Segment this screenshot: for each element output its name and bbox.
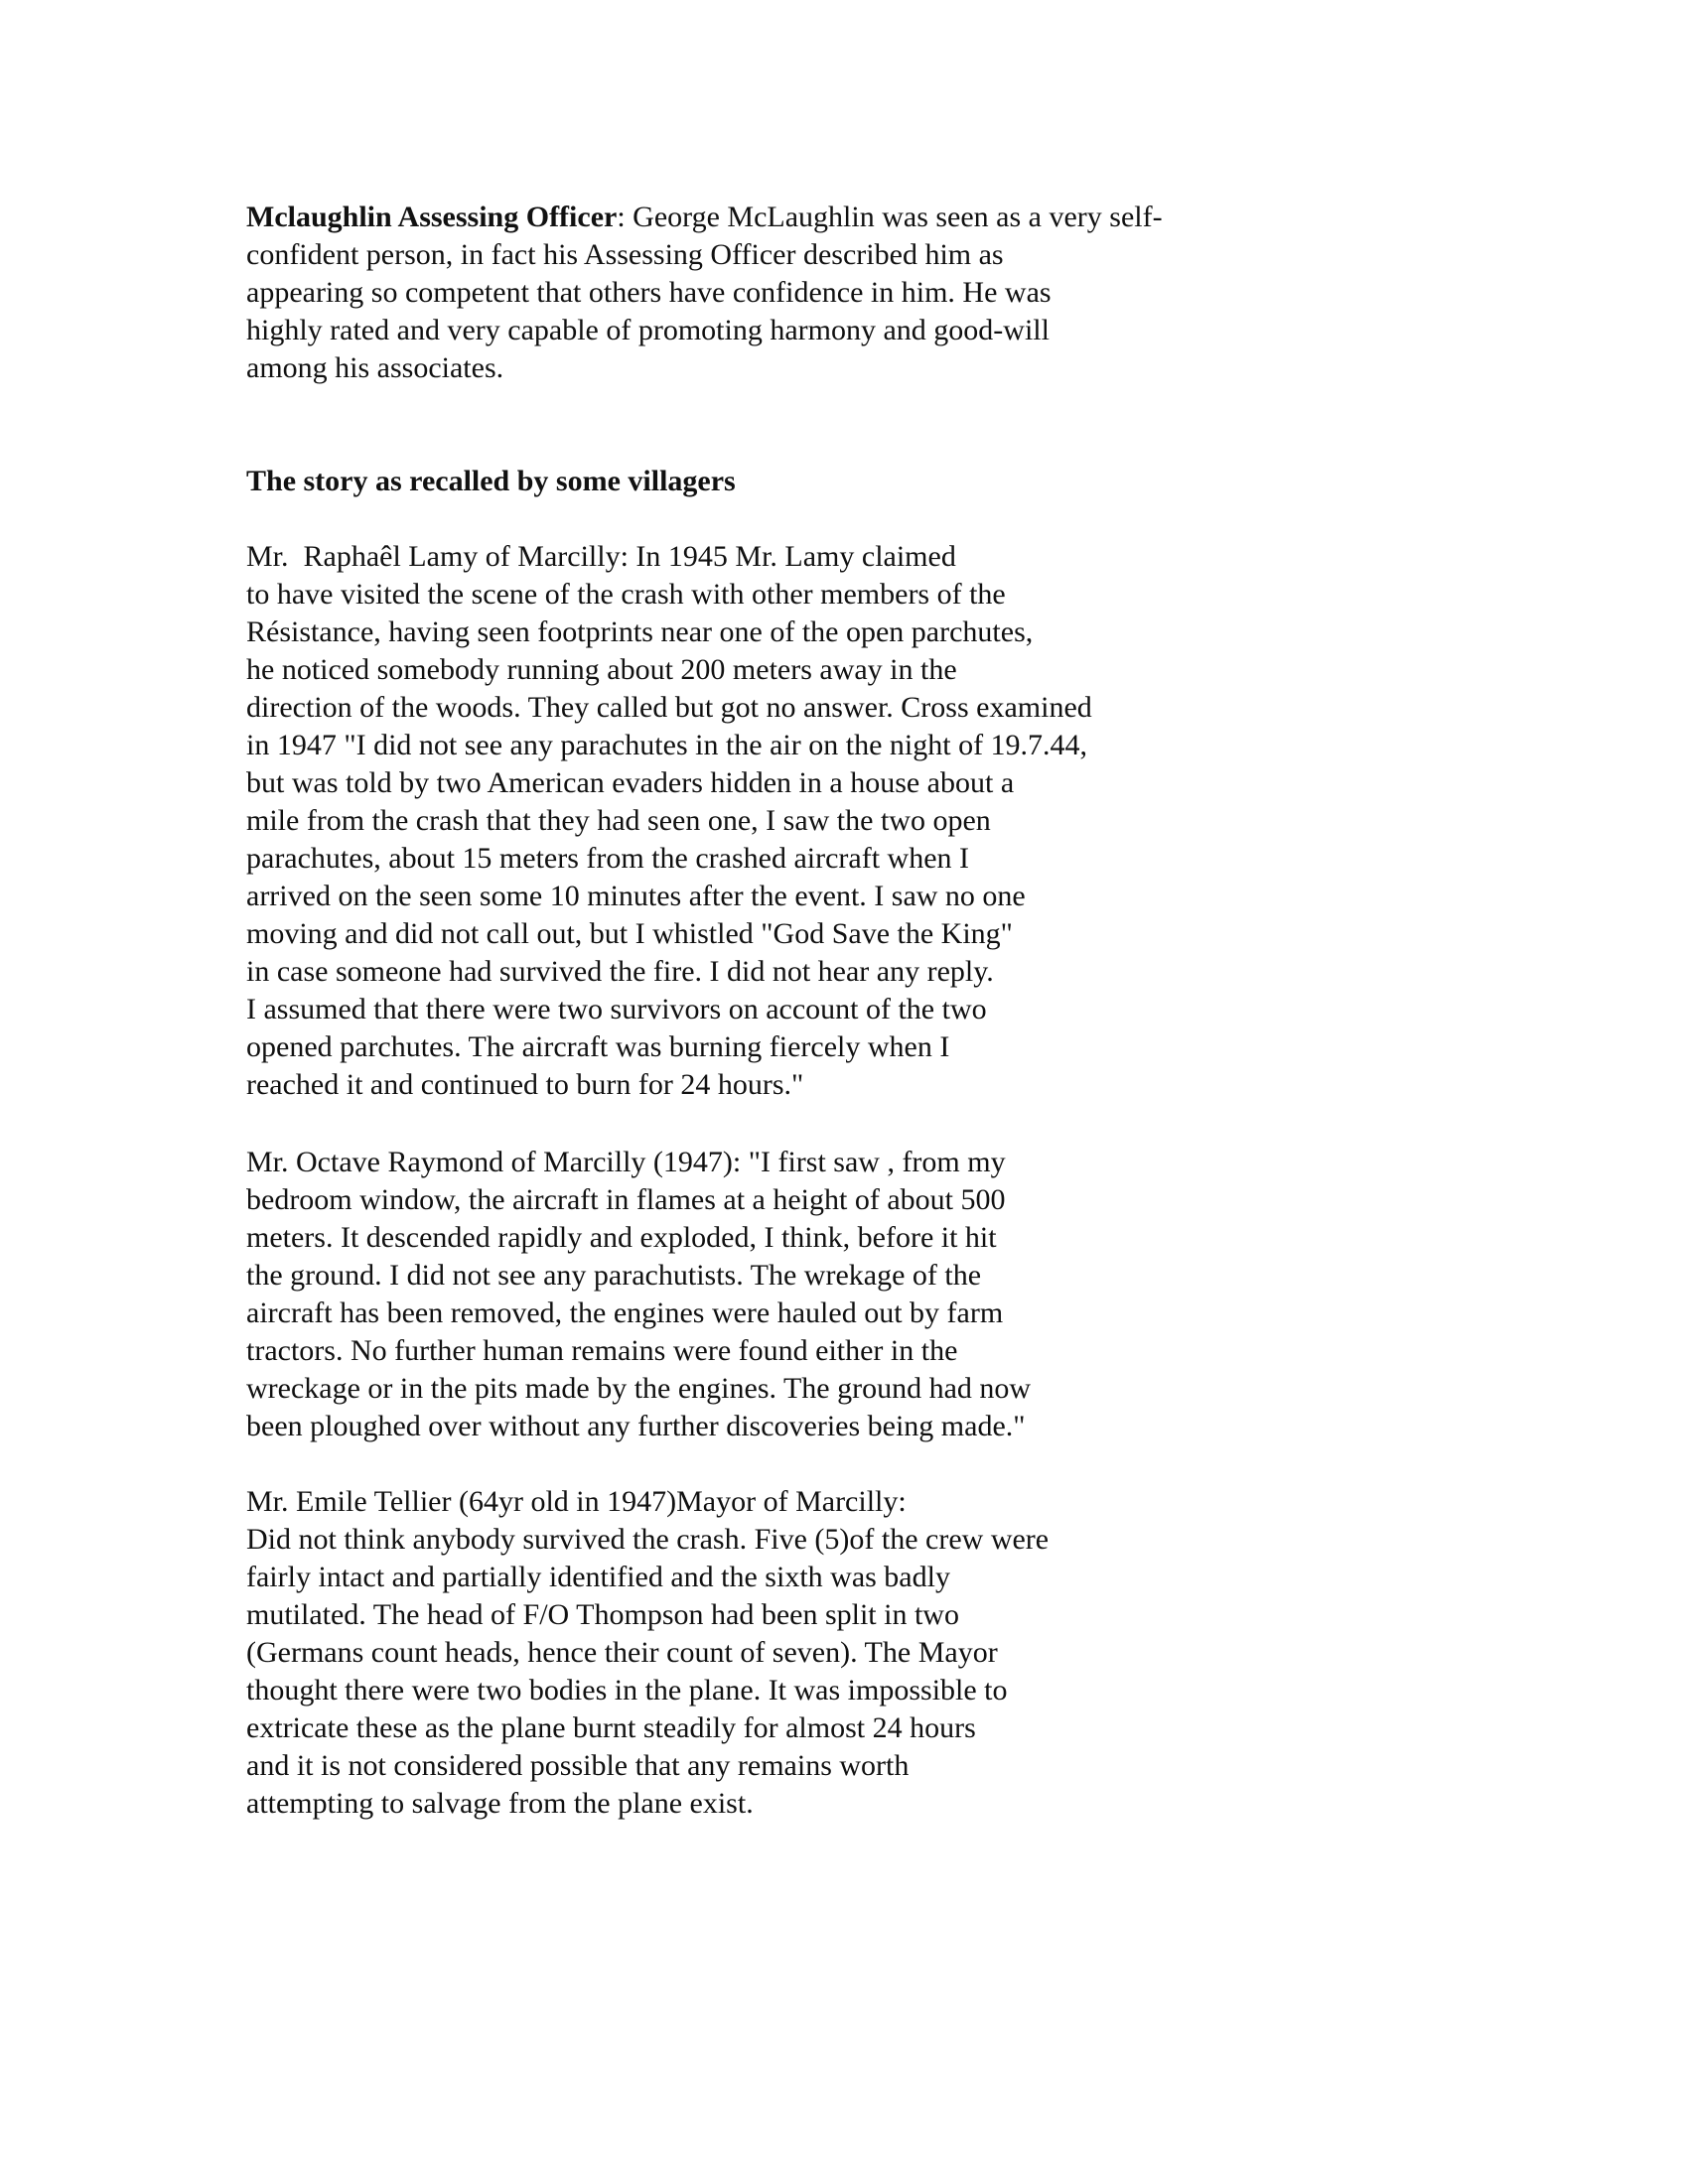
paragraph-line xyxy=(246,199,1418,236)
paragraph-line: mutilated. The head of F/O Thompson had been split in two xyxy=(246,1598,959,1631)
paragraph-line: thought there were two bodies in the plane. It was impossible to xyxy=(246,1674,1008,1706)
paragraph-line: he noticed somebody running about 200 meters away in the xyxy=(246,653,957,686)
paragraph-line: Did not think anybody survived the crash. Five (5)of the crew were xyxy=(246,1523,1050,1556)
paragraph-line: fairly intact and partially identified and the sixth was badly xyxy=(246,1561,950,1593)
paragraph-line: Mr. Raphaêl Lamy of Marcilly: In 1945 Mr. Lamy claimed xyxy=(246,540,956,573)
paragraph-line: to have visited the scene of the crash with other members of the xyxy=(246,578,1006,611)
story-heading: The story as recalled by some villagers xyxy=(246,465,736,497)
paragraph-line: direction of the woods. They called but got no answer. Cross examined xyxy=(246,691,1092,724)
paragraph-line: among his associates. xyxy=(246,351,504,384)
paragraph-line: moving and did not call out, but I whistled "God Save the King" xyxy=(246,917,1013,950)
assessing-officer-label: Mclaughlin Assessing Officer xyxy=(246,201,618,233)
paragraph-line: confident person, in fact his Assessing Officer described him as xyxy=(246,238,1004,271)
tellier-account-paragraph xyxy=(246,1483,1418,1823)
paragraph-line: I assumed that there were two survivors on account of the two xyxy=(246,993,987,1025)
paragraph-line: highly rated and very capable of promoting harmony and good-will xyxy=(246,314,1050,346)
assessing-officer-paragraph xyxy=(246,199,1418,387)
assessing-first-line-text: : George McLaughlin was seen as a very self- xyxy=(617,201,1163,233)
paragraph-line: wreckage or in the pits made by the engines. The ground had now xyxy=(246,1372,1032,1405)
paragraph-line: in 1947 "I did not see any parachutes in the air on the night of 19.7.44, xyxy=(246,729,1088,761)
paragraph-line: attempting to salvage from the plane exist. xyxy=(246,1787,754,1820)
paragraph-line: meters. It descended rapidly and exploded, I think, before it hit xyxy=(246,1221,997,1254)
paragraph-line: aircraft has been removed, the engines were hauled out by farm xyxy=(246,1297,1004,1329)
paragraph-line: arrived on the seen some 10 minutes after the event. I saw no one xyxy=(246,880,1026,912)
paragraph-line: but was told by two American evaders hidden in a house about a xyxy=(246,766,1015,799)
paragraph-line: tractors. No further human remains were found either in the xyxy=(246,1334,958,1367)
paragraph-line: reached it and continued to burn for 24 hours." xyxy=(246,1068,804,1101)
paragraph-line: Mr. Octave Raymond of Marcilly (1947): "I first saw , from my xyxy=(246,1146,1006,1178)
paragraph-line: been ploughed over without any further discoveries being made." xyxy=(246,1410,1026,1442)
paragraph-line: in case someone had survived the fire. I did not hear any reply. xyxy=(246,955,994,988)
paragraph-line: the ground. I did not see any parachutists. The wrekage of the xyxy=(246,1259,982,1292)
paragraph-line: Mr. Emile Tellier (64yr old in 1947)Mayor of Marcilly: xyxy=(246,1485,907,1518)
paragraph-line: parachutes, about 15 meters from the crashed aircraft when I xyxy=(246,842,970,875)
paragraph-line: bedroom window, the aircraft in flames at a height of about 500 xyxy=(246,1183,1006,1216)
raymond-account-paragraph xyxy=(246,1144,1418,1445)
paragraph-line: opened parchutes. The aircraft was burning fiercely when I xyxy=(246,1030,950,1063)
paragraph-line: appearing so competent that others have confidence in him. He was xyxy=(246,276,1052,309)
paragraph-line: Résistance, having seen footprints near one of the open parchutes, xyxy=(246,615,1034,648)
paragraph-line: and it is not considered possible that any remains worth xyxy=(246,1749,910,1782)
paragraph-line: (Germans count heads, hence their count of seven). The Mayor xyxy=(246,1636,998,1669)
paragraph-line: extricate these as the plane burnt steadily for almost 24 hours xyxy=(246,1711,976,1744)
lamy-account-paragraph xyxy=(246,538,1418,1104)
paragraph-line: mile from the crash that they had seen one, I saw the two open xyxy=(246,804,991,837)
